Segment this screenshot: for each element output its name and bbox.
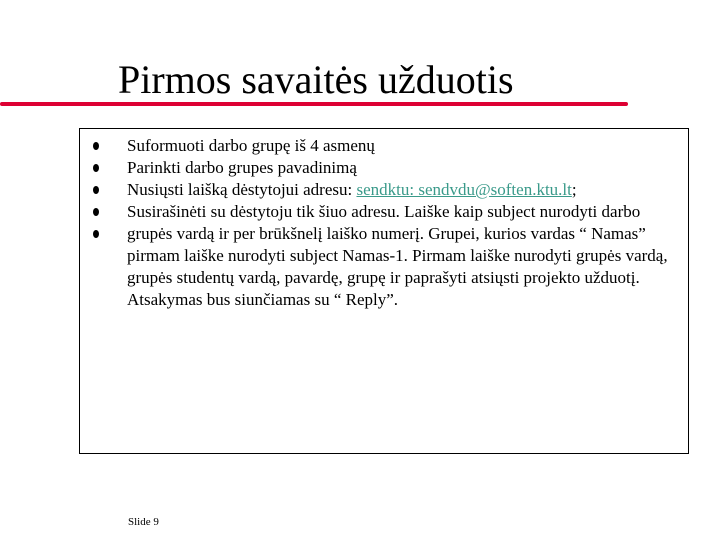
task-list xyxy=(127,135,682,311)
task-item-send-letter xyxy=(127,179,682,201)
bullet-4 xyxy=(90,201,102,223)
task-item-send-letter-end: ; xyxy=(571,180,577,199)
title-underline xyxy=(0,102,628,106)
bullet-column xyxy=(90,135,102,245)
bullet-dot-icon xyxy=(93,186,99,194)
bullet-dot-icon xyxy=(93,164,99,172)
slide-number: Slide 9 xyxy=(128,516,159,528)
task-item-send-letter-text: Nusiųsti laišką dėstytojui adresu: xyxy=(127,180,357,199)
bullet-dot-icon xyxy=(93,142,99,150)
bullet-dot-icon xyxy=(93,208,99,216)
bullet-dot-icon xyxy=(93,230,99,238)
bullet-3 xyxy=(90,179,102,201)
task-item-form-group: Suformuoti darbo grupę iš 4 asmenų xyxy=(127,136,375,155)
slide-title: Pirmos savaitės užduotis xyxy=(118,57,514,102)
task-item-group-name: Parinkti darbo grupes pavadinimą xyxy=(127,158,357,177)
bullet-5 xyxy=(90,223,102,245)
email-link[interactable]: sendktu: sendvdu@soften.ktu.lt xyxy=(356,180,572,199)
bullet-1 xyxy=(90,135,102,157)
bullet-2 xyxy=(90,157,102,179)
task-item-correspondence: Susirašinėti su dėstytoju tik šiuo adresu. Laiške kaip subject nurodyti darbo grupės vardą ir per brūkšnelį laiško numerį. Grupei, kurios vardas “ Namas” pirmam laiške nurodyti subject Namas-1. Pirmam laiške nurodyti grupės vardą, grupės studentų vardą, pavardę, grupę ir paprašyti atsiųsti projekto užduotį. Atsakymas bus siunčiamas su “ Reply”. xyxy=(127,202,668,309)
